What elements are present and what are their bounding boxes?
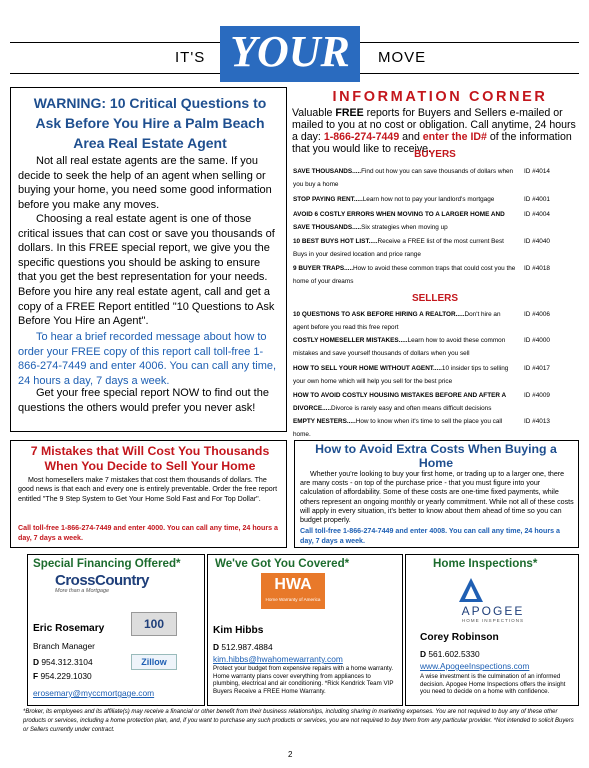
buyer-report-title: 9 BUYER TRAPS..... [293, 265, 354, 272]
buyer-report-desc: Find out how you can save thousands of dollars when you buy a home [293, 168, 514, 189]
seller-report-desc: How to know when it's time to sell the place you call home. [293, 418, 503, 439]
intro-phone: 1-866-274-7449 [323, 131, 400, 143]
seller-report-desc: Divorce is rarely easy and often means difficult decisions [331, 405, 492, 413]
zillow-badge: Zillow [131, 654, 177, 670]
seller-report-item [293, 308, 518, 334]
seller-report-desc: 10 insider tips to selling your own home which will help you sell for the best price [293, 365, 509, 386]
apogee-logo-text: APOGEE [461, 604, 525, 618]
buyer-report-desc: Six strategies when moving up [361, 224, 448, 232]
buyer-report-id: ID #4004 [524, 211, 550, 218]
intro-text-b: reports for Buyers and Sellers e-mailed or mailed to you at no cost or obligation. Call anytime, 24 hours a day: [292, 107, 576, 143]
extra-costs-body: Whether you're looking to buy your first home, or trading up to a larger one, there are many costs - on top of the purchase price - that you must figure into your calculation of affordability. Some of these costs are one-time fixed payments, while others represent an ongoing monthly or yearly commitment. While not all of these costs will apply in every situation, it's better to know about them ahead of time so you can budget properly. [300, 470, 574, 525]
buyer-report-id: ID #4018 [524, 265, 550, 272]
buyer-report-id: ID #4040 [524, 238, 550, 245]
intro-free: FREE [335, 107, 364, 119]
seller-report-id: ID #4013 [524, 418, 550, 425]
seller-report-id: ID #4000 [524, 337, 550, 344]
buyer-report-desc: Learn how not to pay your landlord's mortgage [362, 196, 495, 203]
seller-report-id: ID #4006 [524, 311, 550, 318]
inspections-direct-phone[interactable]: 561.602.5330 [428, 649, 480, 659]
buyer-report-item [293, 208, 518, 234]
info-corner-title: INFORMATION CORNER [332, 89, 548, 105]
financing-email-link[interactable]: erosemary@myccmortgage.com [33, 688, 155, 698]
warranty-name: Kim Hibbs [213, 625, 264, 636]
financing-name: Eric Rosemary [33, 623, 105, 634]
intro-text-c: and [399, 131, 423, 143]
warranty-direct-label: D [213, 642, 220, 652]
hwa-logo-text: HWA [274, 576, 312, 593]
seller-report-title: 10 QUESTIONS TO ASK BEFORE HIRING A REALTOR..... [293, 311, 465, 318]
buyer-report-desc: How to avoid these common traps that could cost you the home of your dreams [293, 265, 516, 286]
inspections-direct [420, 648, 480, 661]
seller-report-title: COSTLY HOMESELLER MISTAKES..... [293, 337, 408, 344]
financing-fax [33, 670, 92, 683]
sellers-heading: SELLERS [411, 293, 459, 304]
buyer-report-item [293, 165, 518, 191]
seller-report-title: HOW TO AVOID COSTLY HOUSING MISTAKES BEFORE AND AFTER A DIVORCE..... [293, 392, 506, 413]
financing-role: Branch Manager [33, 641, 95, 651]
warranty-direct-phone[interactable]: 512.987.4884 [221, 642, 273, 652]
mistakes-body: Most homesellers make 7 mistakes that cost them thousands of dollars. The good news is that each and every one is entirely preventable. Order the free report entitled "The 9 Step System to Get Your Home Sold Fast and For Top Dollar". [18, 476, 278, 503]
financing-fax-label: F [33, 671, 39, 681]
hwa-logo-sub: Home Warranty of America [265, 597, 321, 602]
warning-title: WARNING: 10 Critical Questions to Ask Before You Hire a Palm Beach Area Real Estate Agent [33, 95, 267, 151]
crosscountry-logo-tag: More than a Mortgage [55, 588, 110, 594]
warranty-heading: We've Got You Covered* [215, 557, 350, 570]
intro-enter-id: enter the ID# [422, 131, 487, 143]
warning-paragraph-4: Get your free special report NOW to find out the questions the others would prefer you never ask! [18, 387, 269, 414]
mistakes-title: 7 Mistakes that Will Cost You Thousands When You Decide to Sell Your Home [30, 444, 270, 473]
warranty-direct [213, 641, 273, 654]
financing-fax-phone: 954.229.1030 [40, 671, 92, 681]
inspections-name: Corey Robinson [420, 632, 499, 643]
warning-paragraph-1: Not all real estate agents are the same. If you decide to seek the help of an agent when selling or buying your home, you need some good information before you make any moves. [18, 155, 272, 211]
financing-direct-label: D [33, 657, 40, 667]
buyer-report-item [293, 262, 518, 288]
mistakes-call: Call toll-free 1-866-274-7449 and enter 4000. You can call any time, 24 hours a day, 7 days a week. [18, 524, 278, 542]
warranty-email-link[interactable]: kim.hibbs@hwahomewarranty.com [213, 654, 343, 664]
top-100-badge: 100 [131, 612, 177, 636]
intro-text-a: Valuable [292, 107, 336, 119]
seller-report-item [293, 415, 518, 441]
buyer-report-item [293, 235, 518, 261]
inspections-heading: Home Inspections* [433, 557, 538, 570]
buyer-report-title: AVOID 6 COSTLY ERRORS WHEN MOVING TO A LARGER HOME AND SAVE THOUSANDS..... [293, 211, 505, 232]
warning-paragraph-2: Choosing a real estate agent is one of those critical issues that can cost or save you thousands of dollars. In this FREE special report, we give you the specific questions you should be asking to ensure that you get the best representation for your needs. Before you hire any real estate agent, call and get a copy of a FREE Report entitled "10 Questions to Ask Before You Hire an Agent". [18, 213, 275, 328]
hwa-logo [261, 573, 325, 609]
info-corner-intro [292, 107, 579, 155]
seller-report-desc: Learn how to avoid these common mistakes and save yourself thousands of dollars when you sell [293, 337, 506, 358]
page-number: 2 [288, 750, 293, 759]
financing-heading: Special Financing Offered* [33, 557, 181, 570]
intro-text-d: of the information that you would like to receive. [292, 131, 572, 155]
buyer-report-id: ID #4014 [524, 168, 550, 175]
buyer-report-title: 10 BEST BUYS HOT LIST..... [293, 238, 378, 245]
apogee-logo [438, 604, 548, 623]
apogee-mark-icon [458, 577, 484, 603]
buyers-heading: BUYERS [414, 149, 456, 160]
masthead-left: IT'S [175, 49, 206, 66]
crosscountry-logo-text: CrossCountry [55, 572, 150, 589]
seller-report-title: EMPTY NESTERS..... [293, 418, 356, 425]
buyer-report-item [293, 193, 518, 206]
financing-direct-phone[interactable]: 954.312.3104 [41, 657, 93, 667]
extra-costs-title: How to Avoid Extra Costs When Buying a Home [315, 442, 557, 470]
seller-report-id: ID #4017 [524, 365, 550, 372]
extra-costs-call: Call toll-free 1-866-274-7449 and enter 4008. You can call any time, 24 hours a day, 7 days a week. [300, 527, 560, 545]
seller-report-desc: Don't hire an agent before you read this free report [293, 311, 501, 332]
disclaimer: *Broker, its employees and its affiliate(s) may receive a financial or other benefit from their business relationships, including sharing in marketing expenses. You are not required to buy any of these other products or services, including a home protection plan, and, if you want to purchase any such products or services, you are not required to buy them from any particular provider. *Not intended to solicit Buyers or Sellers currently under contract. [23, 709, 574, 733]
seller-report-title: HOW TO SELL YOUR HOME WITHOUT AGENT..... [293, 365, 442, 372]
apogee-logo-sub: HOME INSPECTIONS [461, 618, 525, 623]
buyer-report-desc: Receive a FREE list of the most current Best Buys in your desired location and price range [293, 238, 504, 259]
crosscountry-logo [55, 572, 175, 594]
buyer-report-id: ID #4001 [524, 196, 550, 203]
masthead-logo: YOUR [220, 26, 360, 82]
seller-report-item [293, 362, 518, 388]
buyer-report-title: SAVE THOUSANDS..... [293, 168, 362, 175]
buyer-report-title: STOP PAYING RENT..... [293, 196, 363, 203]
inspections-direct-label: D [420, 649, 427, 659]
financing-direct [33, 656, 93, 669]
warning-paragraph-3: To hear a brief recorded message about how to order your FREE copy of this report call toll-free 1-866-274-7449 and enter 4006. You can call any time, 24 hours a day, 7 days a week. [18, 331, 277, 387]
warranty-blurb: Protect your budget from expensive repairs with a home warranty. Home warranty plans cover everything from appliances to plumbing, electrical and air conditioning. *Rick Kendrick Team VIP Buyers Receive a FREE Home Warranty. [213, 665, 394, 695]
seller-report-item [293, 334, 518, 360]
inspections-web-link[interactable]: www.ApogeeInspections.com [420, 661, 530, 671]
seller-report-id: ID #4009 [524, 392, 550, 399]
seller-report-item [293, 389, 518, 415]
inspections-blurb: A wise investment is the culmination of an informed decision. Apogee Home Inspections offers the insight you need to decide on a home with confidence. [420, 673, 566, 696]
masthead-right: MOVE [378, 49, 427, 66]
